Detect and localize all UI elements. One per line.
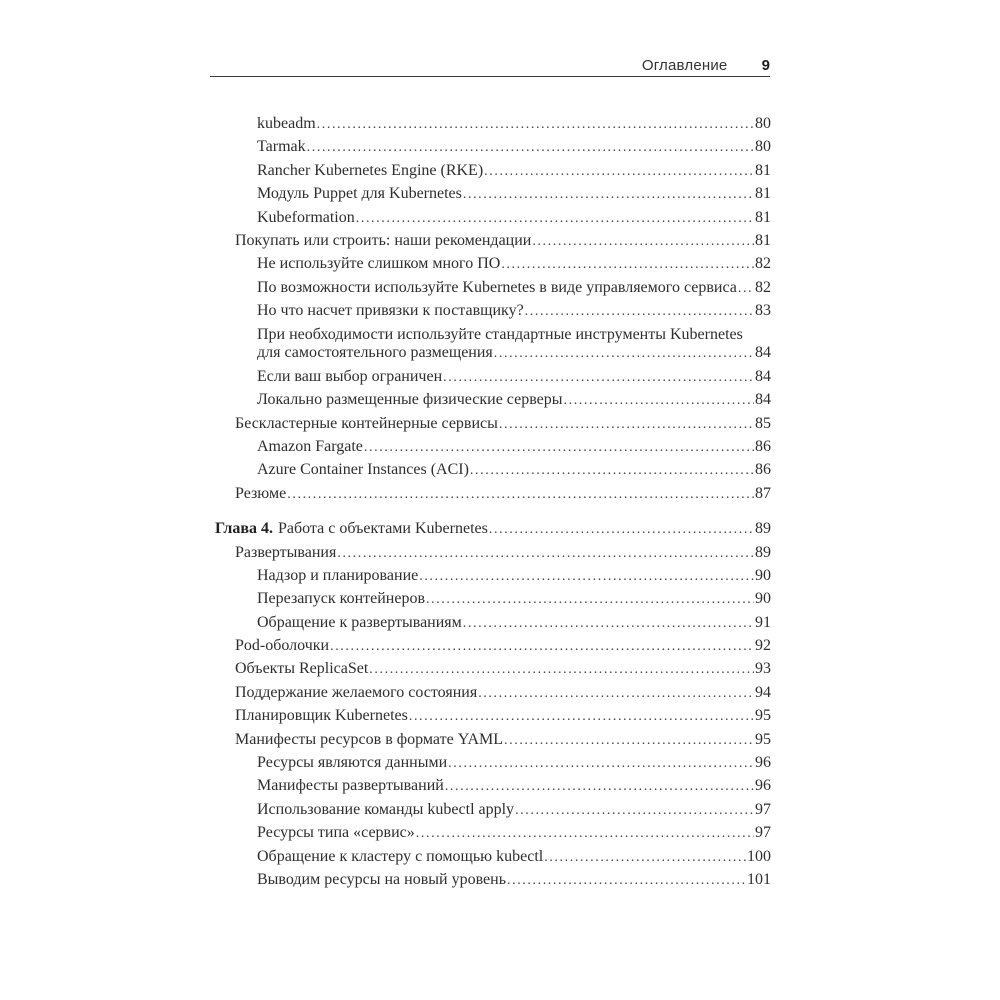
page-header-page-number: 9 [761, 57, 770, 74]
toc-entry-page-number: 90 [755, 590, 771, 608]
toc-dot-leader [330, 634, 754, 658]
toc-entry-page-number: 93 [755, 660, 771, 678]
toc-entry [215, 112, 771, 135]
toc-entry [215, 845, 771, 868]
toc-entry-page-number: 96 [755, 777, 771, 795]
toc-entry [215, 299, 771, 322]
toc-entry-page-number: 87 [755, 484, 771, 502]
toc-dot-leader [287, 482, 754, 506]
toc-entry-chapter-prefix: Глава 4. [215, 520, 273, 538]
toc-entry-label: Локально размещенные физические серверы [257, 391, 563, 409]
toc-entry-page-number: 96 [755, 754, 771, 772]
toc-dot-leader [501, 252, 754, 276]
header-rule [210, 76, 770, 77]
toc-dot-leader [463, 611, 754, 635]
toc-entry-page-number: 92 [755, 637, 771, 655]
toc-entry-page-number: 95 [755, 730, 771, 748]
toc-entry [215, 704, 771, 727]
toc-entry-page-number: 94 [755, 683, 771, 701]
toc-entry-page-number: 84 [755, 344, 771, 362]
toc-entry [215, 159, 771, 182]
toc-entry-page-number: 83 [755, 302, 771, 320]
toc-dot-leader [364, 435, 754, 459]
toc-dot-leader [738, 276, 754, 300]
toc-entry-label: Развертывания [235, 543, 337, 561]
toc-entry [215, 458, 771, 481]
toc-entry-label: Но что насчет привязки к поставщику? [257, 302, 524, 320]
toc-entry-page-number: 81 [755, 185, 771, 203]
toc-entry-page-number: 82 [755, 278, 771, 296]
toc-entry-page-number: 86 [755, 437, 771, 455]
toc-entry-label: Использование команды kubectl apply [257, 800, 515, 818]
toc-entry [215, 728, 771, 751]
toc-entry-label: Манифесты развертываний [257, 777, 444, 795]
toc-entry-label: Поддержание желаемого состояния [235, 683, 478, 701]
toc-dot-leader [416, 821, 754, 845]
toc-entry-page-number: 80 [755, 138, 771, 156]
toc-dot-leader [564, 388, 755, 412]
toc-entry-label: При необходимости используйте стандартные инструменты Kubernetes [257, 325, 743, 343]
toc-dot-leader [532, 229, 754, 253]
toc-entry-page-number: 81 [755, 161, 771, 179]
toc-entry [215, 206, 771, 229]
toc-entry-page-number: 80 [755, 115, 771, 132]
toc-entry [215, 365, 771, 388]
toc-dot-leader [544, 845, 746, 869]
toc-entry [215, 657, 771, 680]
toc-entry-page-number: 84 [755, 367, 771, 385]
page-header [210, 57, 770, 75]
toc-entry-label: Если ваш выбор ограничен [257, 367, 443, 385]
toc-entry-label: для самостоятельного размещения [257, 344, 493, 362]
toc-entry [215, 252, 771, 275]
toc-entry-label: Покупать или строить: наши рекомендации [235, 231, 532, 249]
toc-entry [215, 751, 771, 774]
toc-entry-label: Ресурсы типа «сервис» [257, 824, 415, 842]
toc-entry-label: Обращение к развертываниям [257, 613, 462, 631]
toc-entry [215, 774, 771, 797]
toc-entry-label: Работа с объектами Kubernetes [278, 520, 488, 538]
toc-entry [215, 135, 771, 158]
toc-entry-label: Rancher Kubernetes Engine (RKE) [257, 161, 484, 179]
toc-entry-label: Перезапуск контейнеров [257, 590, 425, 608]
toc-entry-page-number: 97 [755, 824, 771, 842]
toc-entry [215, 681, 771, 704]
toc-dot-leader [443, 365, 754, 389]
toc-entry-page-number: 101 [747, 871, 771, 888]
toc-entry [215, 482, 771, 505]
toc-entry-page-number: 82 [755, 255, 771, 273]
toc-entry-page-number: 97 [755, 800, 771, 818]
toc-entry [215, 341, 771, 364]
toc-dot-leader [525, 299, 754, 323]
toc-entry-label: Tarmak [257, 138, 306, 156]
toc-dot-leader [504, 728, 754, 752]
toc-dot-leader [499, 412, 754, 436]
toc-entry-page-number: 85 [755, 414, 771, 432]
toc-entry [215, 541, 771, 564]
toc-dot-leader [494, 341, 754, 365]
toc-entry-label: Модуль Puppet для Kubernetes [257, 185, 462, 203]
page-header-title: Оглавление [641, 57, 728, 74]
toc-entry-label: Выводим ресурсы на новый уровень [257, 871, 506, 888]
toc-dot-leader [426, 587, 754, 611]
toc-entry [215, 276, 771, 299]
toc-dot-leader [356, 206, 754, 230]
toc-entry-label: Kubeformation [257, 208, 355, 226]
toc-entry-page-number: 81 [755, 208, 771, 226]
toc-entry-label: Бескластерные контейнерные сервисы [235, 414, 498, 432]
toc-dot-leader [445, 774, 754, 798]
toc-dot-leader [337, 541, 754, 565]
toc-dot-leader [419, 564, 754, 588]
toc-entry [215, 564, 771, 587]
toc-entry-label: Объекты ReplicaSet [235, 660, 369, 678]
toc-entry-page-number: 86 [755, 461, 771, 479]
toc-entry [215, 229, 771, 252]
toc-entry [215, 412, 771, 435]
toc-dot-leader [369, 657, 754, 681]
toc-entry-page-number: 89 [755, 520, 771, 538]
toc-entry-label: Обращение к кластеру с помощью kubectl [257, 847, 544, 865]
toc-dot-leader [448, 751, 754, 775]
toc-entry-label: Не используйте слишком много ПО [257, 255, 501, 273]
toc-dot-leader [470, 458, 754, 482]
toc-entry-label: Манифесты ресурсов в формате YAML [235, 730, 504, 748]
toc-entry-label: По возможности используйте Kubernetes в виде управляемого сервиса [257, 278, 737, 296]
toc-entry-page-number: 84 [755, 391, 771, 409]
toc-entry [215, 868, 771, 891]
toc-entry-label: kubeadm [257, 115, 316, 132]
toc-entry [215, 634, 771, 657]
toc-entry [215, 798, 771, 821]
toc-dot-leader [489, 517, 754, 541]
toc-entry [215, 182, 771, 205]
toc-entry [215, 611, 771, 634]
toc-dot-leader [484, 159, 754, 183]
toc-entry-label: Резюме [235, 484, 287, 502]
toc-entry-label: Pod-оболочки [235, 637, 330, 655]
toc-entry-label: Ресурсы являются данными [257, 754, 448, 772]
toc-dot-leader [409, 704, 754, 728]
toc-entry-label: Azure Container Instances (ACI) [257, 461, 469, 479]
toc-entry-page-number: 91 [755, 613, 771, 631]
toc-entry-page-number: 100 [747, 847, 771, 865]
toc-entry [215, 435, 771, 458]
toc-dot-leader [478, 681, 754, 705]
toc-entry-page-number: 89 [755, 543, 771, 561]
toc-entry-label: Amazon Fargate [257, 437, 363, 455]
toc-entry-page-number: 95 [755, 707, 771, 725]
toc-list [215, 112, 771, 891]
toc-entry-label: Надзор и планирование [257, 566, 419, 584]
toc-entry-page-number: 81 [755, 231, 771, 249]
toc-entry [215, 517, 771, 540]
toc-dot-leader [515, 798, 754, 822]
toc-entry [215, 821, 771, 844]
toc-dot-leader [463, 182, 754, 206]
toc-dot-leader [307, 135, 754, 159]
toc-entry-page-number: 90 [755, 566, 771, 584]
toc-dot-leader [507, 868, 746, 892]
toc-entry [215, 587, 771, 610]
toc-dot-leader [317, 112, 754, 136]
toc-entry-label: Планировщик Kubernetes [235, 707, 408, 725]
toc-entry [215, 388, 771, 411]
